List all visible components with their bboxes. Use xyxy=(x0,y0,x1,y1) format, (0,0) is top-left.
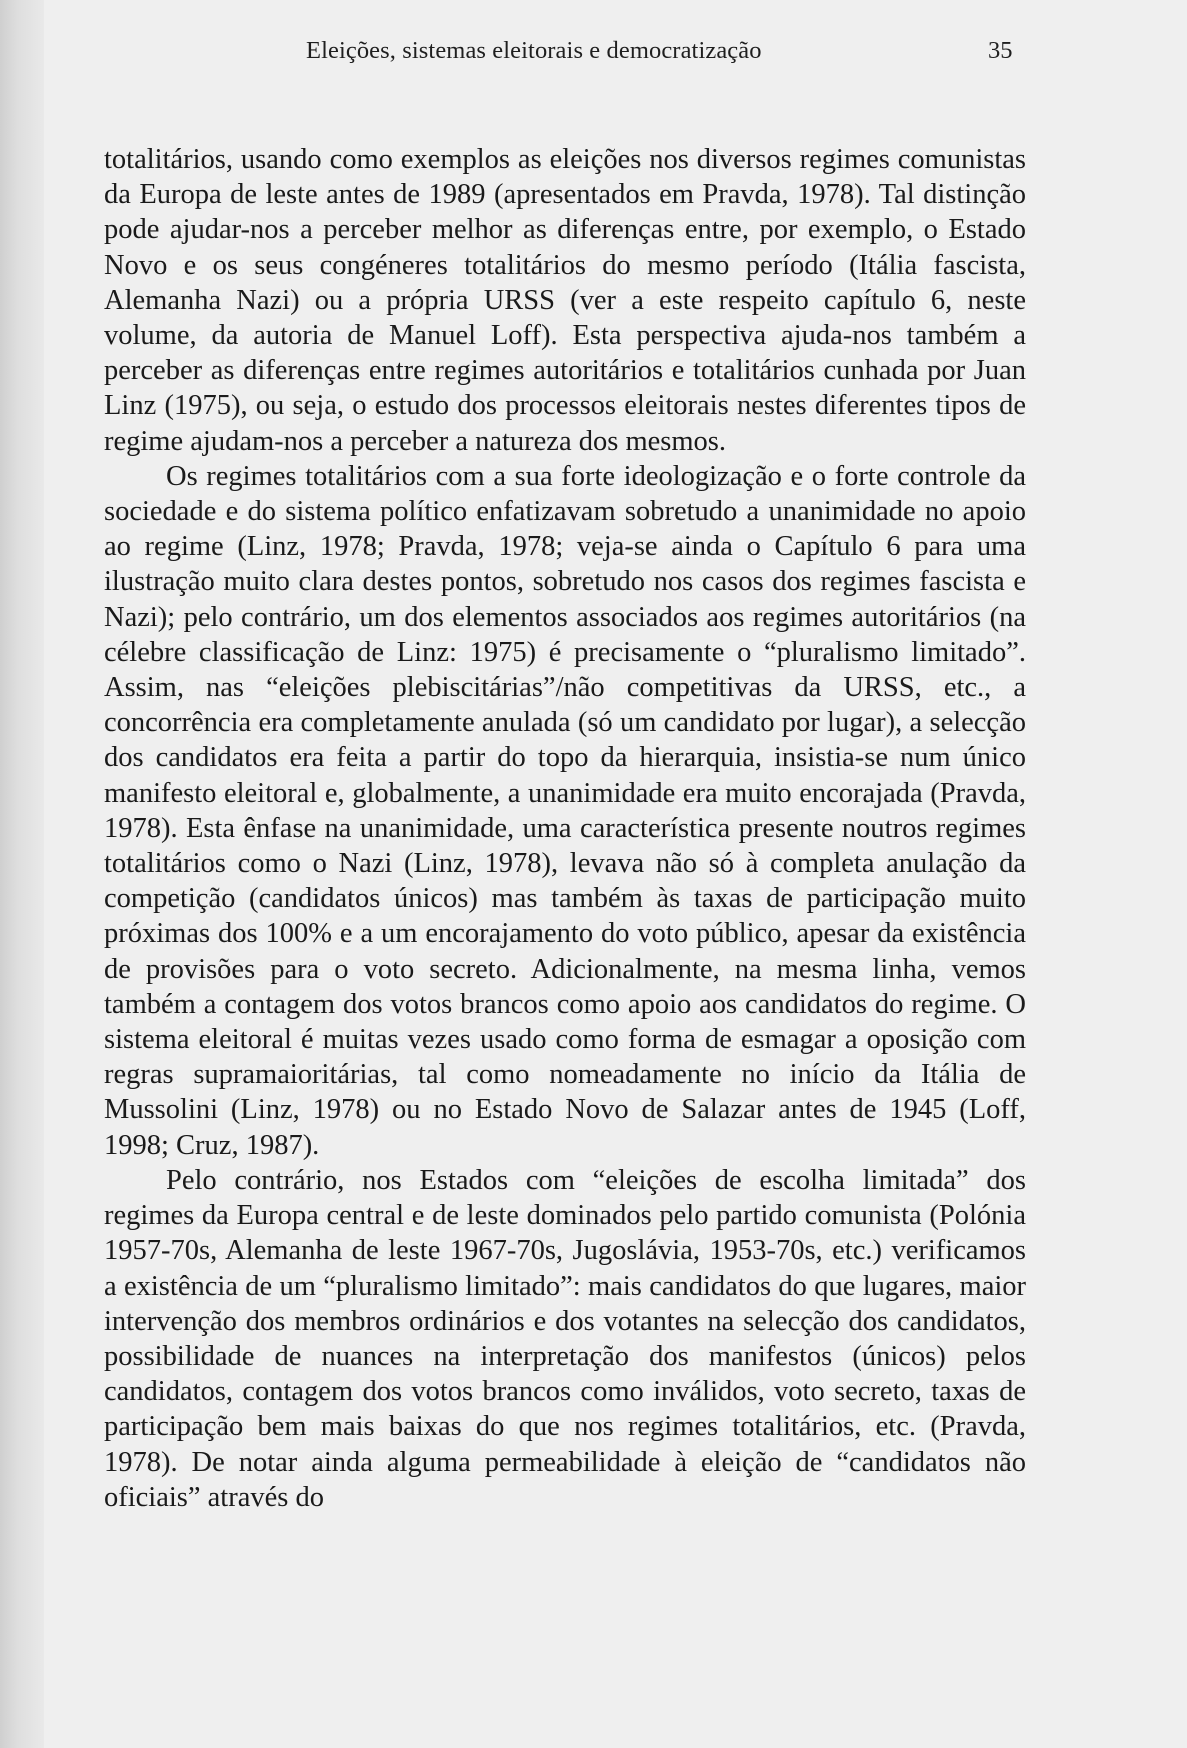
scan-binding-edge xyxy=(0,0,44,1748)
paragraph-continuation: totalitários, usando como exemplos as eleições nos diversos regimes comunistas da Europa de leste antes de 1989 (apresentados em Pravda, 1978). Tal distinção pode ajudar-nos a perceber melhor as diferenças entre, por exemplo, o Estado Novo e os seus congéneres totalitários do mesmo período (Itália fascista, Alemanha Nazi) ou a própria URSS (ver a este respeito capítulo 6, neste volume, da autoria de Manuel Loff). Esta perspectiva ajuda-nos também a perceber as diferenças entre regimes autoritários e totalitários cunhada por Juan Linz (1975), ou seja, o estudo dos processos eleitorais nestes diferentes tipos de regime ajudam-nos a perceber a natureza dos mesmos. xyxy=(104,144,1026,457)
book-page xyxy=(44,0,1187,1748)
page-number: 35 xyxy=(988,37,1013,64)
paragraph-totalitarian-regimes: Os regimes totalitários com a sua forte ideologização e o forte controle da sociedade e do sistema político enfatizavam sobretudo a unanimidade no apoio ao regime (Linz, 1978; Pravda, 1978; veja-se ainda o Capítulo 6 para uma ilustração muito clara destes pontos, sobretudo nos casos dos regimes fascista e Nazi); pelo contrário, um dos elementos associados aos regimes autoritários (na célebre classificação de Linz: 1975) é precisamente o “pluralismo limitado”. Assim, nas “eleições plebiscitárias”/não competitivas da URSS, etc., a concorrência era completamente anulada (só um candidato por lugar), a selecção dos candidatos era feita a partir do topo da hierarquia, insistia-se num único manifesto eleitoral e, globalmente, a unanimidade era muito encorajada (Pravda, 1978). Esta ênfase na unanimidade, uma característica presente noutros regimes totalitários como o Nazi (Linz, 1978), levava não só à completa anulação da competição (candidatos únicos) mas também às taxas de participação muito próximas dos 100% e a um encorajamento do voto público, apesar da existência de provisões para o voto secreto. Adicionalmente, na mesma linha, vemos também a contagem dos votos brancos como apoio aos candidatos do regime. O sistema eleitoral é muitas vezes usado como forma de esmagar a oposição com regras supramaioritárias, tal como nomeadamente no início da Itália de Mussolini (Linz, 1978) ou no Estado Novo de Salazar antes de 1945 (Loff, 1998; Cruz, 1987). xyxy=(104,460,1026,1161)
body-text xyxy=(104,142,1026,1515)
running-header xyxy=(44,37,1187,77)
paragraph-limited-choice-elections: Pelo contrário, nos Estados com “eleições de escolha limitada” dos regimes da Europa central e de leste dominados pelo partido comunista (Polónia 1957-70s, Alemanha de leste 1967-70s, Jugoslávia, 1953-70s, etc.) verificamos a existência de um “pluralismo limitado”: mais candidatos do que lugares, maior intervenção dos membros ordinários e dos votantes na selecção dos candidatos, possibilidade de nuances na interpretação dos manifestos (únicos) pelos candidatos, contagem dos votos brancos como inválidos, voto secreto, taxas de participação bem mais baixas do que nos regimes totalitários, etc. (Pravda, 1978). De notar ainda alguma permeabilidade à eleição de “candidatos não oficiais” através do xyxy=(104,1164,1026,1513)
running-title: Eleições, sistemas eleitorais e democratização xyxy=(306,37,762,64)
